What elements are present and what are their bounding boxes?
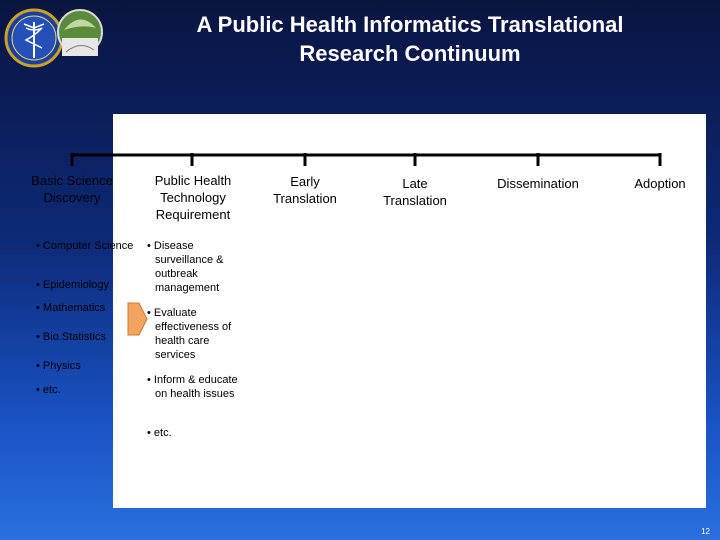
stage-adoption: [620, 175, 700, 192]
list-item: • Bio.Statistics: [36, 331, 106, 343]
list-item: • Evaluate effectiveness of health care services: [147, 307, 232, 361]
list-item: • Computer Science: [36, 240, 134, 252]
stage-label-line: Basic Science: [31, 173, 113, 188]
stage-label-line: Dissemination: [497, 176, 579, 191]
slide-title: [110, 10, 710, 68]
stage-label-line: Requirement: [155, 207, 231, 222]
stage-public-health-technology-requirement: [140, 172, 246, 223]
stage-label-line: Early: [290, 174, 320, 189]
logo-seal-icon: [4, 2, 104, 74]
stage-label-line: Discovery: [43, 190, 101, 205]
stage-label-line: Translation: [273, 191, 337, 206]
title-line-1: A Public Health Informatics Translational: [196, 12, 624, 37]
stage-dissemination: [485, 175, 591, 192]
stage-label-line: Public Health: [154, 173, 232, 188]
stage-label-line: Translation: [383, 193, 447, 208]
list-item: • Epidemiology: [36, 279, 109, 291]
list-item: • Disease surveillance & outbreak management: [147, 240, 224, 294]
list-item: • Physics: [36, 360, 81, 372]
stage-label-line: Technology: [160, 190, 226, 205]
list-item: • Mathematics: [36, 302, 106, 314]
list-item: • etc.: [36, 384, 61, 396]
list-item: • etc.: [147, 427, 172, 439]
list-item: • Inform & educate on health issues: [147, 374, 238, 400]
stage-label-line: Late: [402, 176, 428, 191]
stage-basic-science-discovery: [22, 172, 122, 206]
stage-late-translation: [370, 175, 460, 209]
page-number: 12: [701, 527, 710, 536]
title-line-2: Research Continuum: [299, 41, 521, 66]
stage-early-translation: [260, 173, 350, 207]
stage-label-line: Adoption: [634, 176, 686, 191]
arrow-connector-icon: [127, 302, 149, 336]
